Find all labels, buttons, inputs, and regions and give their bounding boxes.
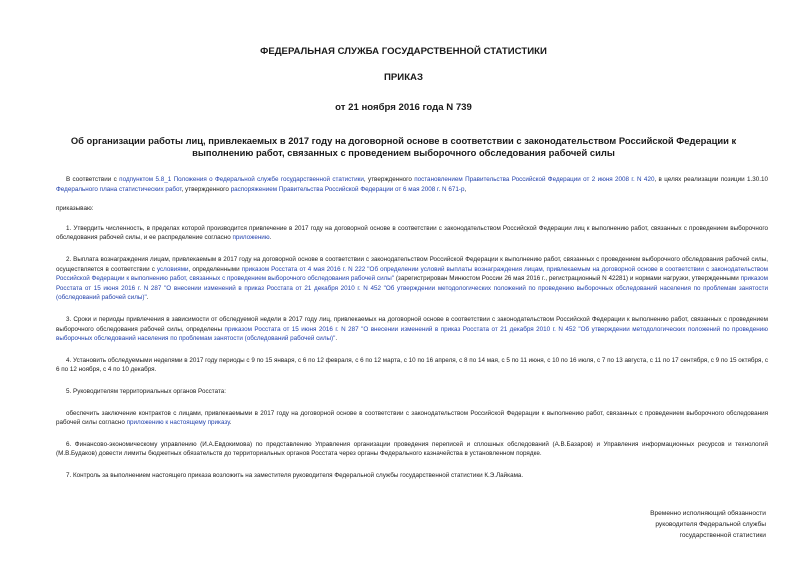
document-body — [56, 175, 768, 480]
preamble-paragraph: В соответствии с подпунктом 5.8_1 Положения о Федеральной службе государственной статистики, утвержденного постановлением Правительства Российской Федерации от 2 июня 2008 г. N 420, в целях реализации позиции 1.30.10 Федерального плана статистических работ, утвержденного распоряжением Правительства Российской Федерации от 6 мая 2008 г. N 671-р, — [56, 176, 768, 193]
clause-3: 3. Сроки и периоды привлечения в зависимости от обследуемой недели в 2017 году лиц, привлекаемых на договорной основе в соответствии с законодательством Российской Федерации к выполнению работ, связанных с проведением выборочного обследования рабочей силы, определены приказом Росстата от 15 июня 2016 г. N 287 "О внесении изменений в приказ Росстата от 21 декабря 2010 г. N 452 "Об утверждении методологических положений по проведению выборочных обследований населения по проблемам занятости (обследований рабочей силы)". — [56, 315, 768, 343]
link-order-287[interactable]: приказом Росстата от 15 июня 2016 г. N 287 "О внесении изменений в приказ Росстата от 21 декабря 2010 г. N 452 "Об утверждении методологических положений по проведению выборочных обследований населения по проблемам занятости (обследований рабочей силы)" — [56, 275, 768, 302]
orders-word: приказываю: — [56, 205, 94, 213]
link-federal-plan[interactable]: Федерального плана статистических работ — [56, 185, 182, 193]
clause-4: 4. Установить обследуемыми неделями в 2017 году периоды с 9 по 15 января, с 6 по 12 февраля, с 6 по 12 марта, с 10 по 16 апреля, с 8 по 14 мая, с 5 по 11 июня, с 10 по 16 июля, с 7 по 13 августа, с 11 по 17 сентября, с 9 по 15 октября, с 6 по 12 ноября, с 4 по 10 декабря. — [56, 356, 768, 374]
document-type: ПРИКАЗ — [384, 72, 423, 83]
signature-block — [600, 508, 766, 541]
signature-line-3: государственной статистики — [679, 532, 766, 539]
clause-1: 1. Утвердить численность, в пределах которой производится привлечение в 2017 году на договорной основе в соответствии с законодательством Российской Федерации лиц к выполнению работ, связанных с проведением выборочного обследования рабочей силы, и ее распределение согласно приложению. — [56, 224, 768, 242]
document-date-number: от 21 ноября 2016 года N 739 — [335, 102, 472, 113]
link-order-222[interactable]: приказом Росстата от 4 мая 2016 г. N 222 "Об определении условий выплаты вознаграждения лицам, привлекаемым на договорной основе в соответствии с законодательством Российской Федерации к выполнению работ, связанных с проведением выборочного обследования рабочей силы" — [56, 265, 769, 283]
clause-2: 2. Выплата вознаграждения лицам, привлекаемым в 2017 году на договорной основе в соответствии с законодательством Российской Федерации к выполнению работ, связанных с проведением выборочного обследования рабочей силы, осуществляется в соответствии с условиями, определенными приказом Росстата от 4 мая 2016 г. N 222 "Об определении условий выплаты вознаграждения лицам, привлекаемым на договорной основе в соответствии с законодательством Российской Федерации к выполнению работ, связанных с проведением выборочного обследования рабочей силы" (зарегистрирован Минюстом России 26 мая 2016 г., регистрационный N 42281) и нормами нагрузки, утвержденными приказом Росстата от 15 июня 2016 г. N 287 "О внесении изменений в приказ Росстата от 21 декабря 2010 г. N 452 "Об утверждении методологических положений по проведению выборочных обследований населения по проблемам занятости (обследований рабочей силы)". — [56, 255, 769, 302]
document-title: Об организации работы лиц, привлекаемых в 2017 году на договорной основе в соответствии с законодательством Российской Федерации к выполнению работ, связанных с проведением выборочного обследования рабочей силы — [70, 135, 737, 158]
link-conditions[interactable]: условиями — [156, 265, 189, 273]
agency-name: ФЕДЕРАЛЬНАЯ СЛУЖБА ГОСУДАРСТВЕННОЙ СТАТИСТИКИ — [260, 46, 547, 57]
link-order-287-second[interactable]: приказом Росстата от 15 июня 2016 г. N 287 "О внесении изменений в приказ Росстата от 21 декабря 2010 г. N 452 "Об утверждении методологических положений по проведению выборочных обследований населения по проблемам занятости (обследований рабочей силы)" — [56, 325, 768, 343]
link-appendix-to-order[interactable]: приложению к настоящему приказу — [126, 419, 230, 427]
clause-6: 6. Финансово-экономическому управлению (И.А.Евдокимова) по представлению Управления организации проведения переписей и сплошных обследований (А.В.Базаров) и Управления информационных ресурсов и технологий (М.В.Будаков) довести лимиты бюджетных обязательств до территориальных органов Росстата через органы Федерального казначейства в установленном порядке. — [56, 440, 768, 458]
signature-line-1: Временно исполняющий обязанности — [650, 510, 766, 517]
link-appendix[interactable]: приложению — [232, 234, 270, 242]
signature-line-2: руководителя Федеральной службы — [655, 521, 766, 528]
clause-5-instruction: обеспечить заключение контрактов с лицами, привлекаемыми в 2017 году на договорной основе в соответствии с законодательством Российской Федерации к выполнению работ, связанных с проведением выборочного обследования рабочей силы согласно приложению к настоящему приказу. — [56, 409, 768, 427]
link-regulation-subclause[interactable]: подпунктом 5.8_1 Положения о Федеральной службе государственной статистики — [119, 176, 364, 183]
clause-7: 7. Контроль за выполнением настоящего приказа возложить на заместителя руководителя Федеральной службы государственной статистики К.Э.Лайкама. — [66, 471, 524, 479]
link-government-order[interactable]: распоряжением Правительства Российской Федерации от 6 мая 2008 г. N 671-р — [230, 185, 465, 193]
clause-5: 5. Руководителям территориальных органов Росстата: — [66, 387, 227, 395]
link-government-decree[interactable]: постановлением Правительства Российской Федерации от 2 июня 2008 г. N 420 — [414, 176, 655, 183]
